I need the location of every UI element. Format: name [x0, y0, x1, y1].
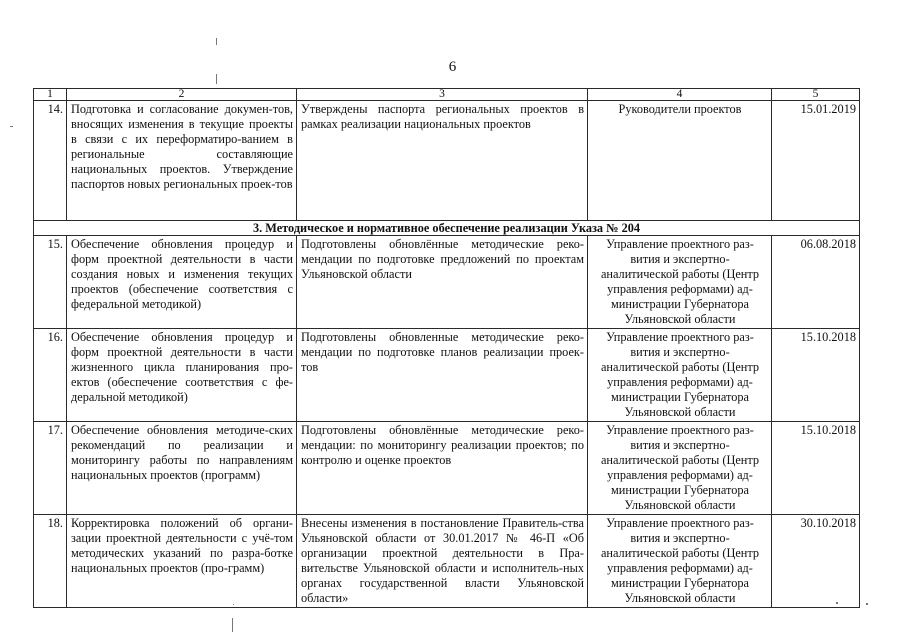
row-date: 06.08.2018 — [772, 236, 860, 329]
row-result: Подготовлены обновлённые методические реко-мендации по подготовке предложений по проектам Ульяновской области — [297, 236, 588, 329]
row-date: 30.10.2018 — [772, 515, 860, 608]
scan-mark — [216, 38, 217, 45]
row-number: 17. — [34, 422, 67, 515]
row-task: Обеспечение обновления процедур и форм проектной деятельности в части жизненного цикла планирования про-ектов (обеспечение соответствия с фе-деральной методикой) — [67, 329, 297, 422]
row-number: 18. — [34, 515, 67, 608]
column-header: 2 — [67, 89, 297, 101]
row-number: 15. — [34, 236, 67, 329]
row-responsible: Управление проектного раз-вития и экспертно-аналитической работы (Центр управления реформами) ад-министрации Губернатора Ульяновской области — [588, 515, 772, 608]
table-row — [34, 101, 860, 221]
column-header: 4 — [588, 89, 772, 101]
page-number: 6 — [448, 59, 457, 75]
table-row — [34, 236, 860, 329]
row-task: Подготовка и согласование докумен-тов, вносящих изменения в текущие проекты в связи с их переформатиро-ванием в региональные составляющие национальных проектов. Утверждение паспортов новых региональных проек-тов — [67, 101, 297, 221]
scan-mark — [866, 603, 868, 605]
row-date: 15.10.2018 — [772, 329, 860, 422]
section-heading: 3. Методическое и нормативное обеспечение реализации Указа № 204 — [34, 221, 860, 236]
row-task: Обеспечение обновления методиче-ских рекомендаций по реализации и мониторингу работы по направлениям национальных проектов (программ) — [67, 422, 297, 515]
row-date: 15.10.2018 — [772, 422, 860, 515]
row-responsible: Управление проектного раз-вития и экспертно-аналитической работы (Центр управления реформами) ад-министрации Губернатора Ульяновской области — [588, 422, 772, 515]
row-result: Подготовлены обновлённые методические реко-мендации: по мониторингу реализации проектов; по контролю и оценке проектов — [297, 422, 588, 515]
section-heading-row — [34, 221, 860, 236]
scan-mark — [216, 74, 217, 84]
table-row — [34, 422, 860, 515]
row-responsible: Управление проектного раз-вития и экспертно-аналитической работы (Центр управления реформами) ад-министрации Губернатора Ульяновской области — [588, 329, 772, 422]
column-header: 5 — [772, 89, 860, 101]
row-date: 15.01.2019 — [772, 101, 860, 221]
column-header: 3 — [297, 89, 588, 101]
scan-mark — [10, 126, 13, 127]
row-responsible: Управление проектного раз-вития и экспертно-аналитической работы (Центр управления реформами) ад-министрации Губернатора Ульяновской области — [588, 236, 772, 329]
column-header: 1 — [34, 89, 67, 101]
row-result: Утверждены паспорта региональных проектов в рамках реализации национальных проектов — [297, 101, 588, 221]
row-task: Корректировка положений об органи-зации проектной деятельности с учё-том методических указаний по разра-ботке национальных проектов (про-грамм) — [67, 515, 297, 608]
column-header-row — [34, 89, 860, 101]
row-number: 16. — [34, 329, 67, 422]
plan-table — [33, 88, 860, 608]
table-row — [34, 329, 860, 422]
table-row — [34, 515, 860, 608]
row-result: Подготовлены обновленные методические реко-мендации по подготовке планов реализации проек-тов — [297, 329, 588, 422]
scan-mark — [232, 618, 233, 632]
row-number: 14. — [34, 101, 67, 221]
row-result: Внесены изменения в постановление Правитель-ства Ульяновской области от 30.01.2017 № 46-П «Об организации проектной деятельности в Пра-вительстве Ульяновской области и исполнитель-ных органах государственной власти Ульяновской области» — [297, 515, 588, 608]
row-task: Обеспечение обновления процедур и форм проектной деятельности в части создания новых и изменения текущих проектов (обеспечение соответствия с федеральной методикой) — [67, 236, 297, 329]
row-responsible: Руководители проектов — [588, 101, 772, 221]
